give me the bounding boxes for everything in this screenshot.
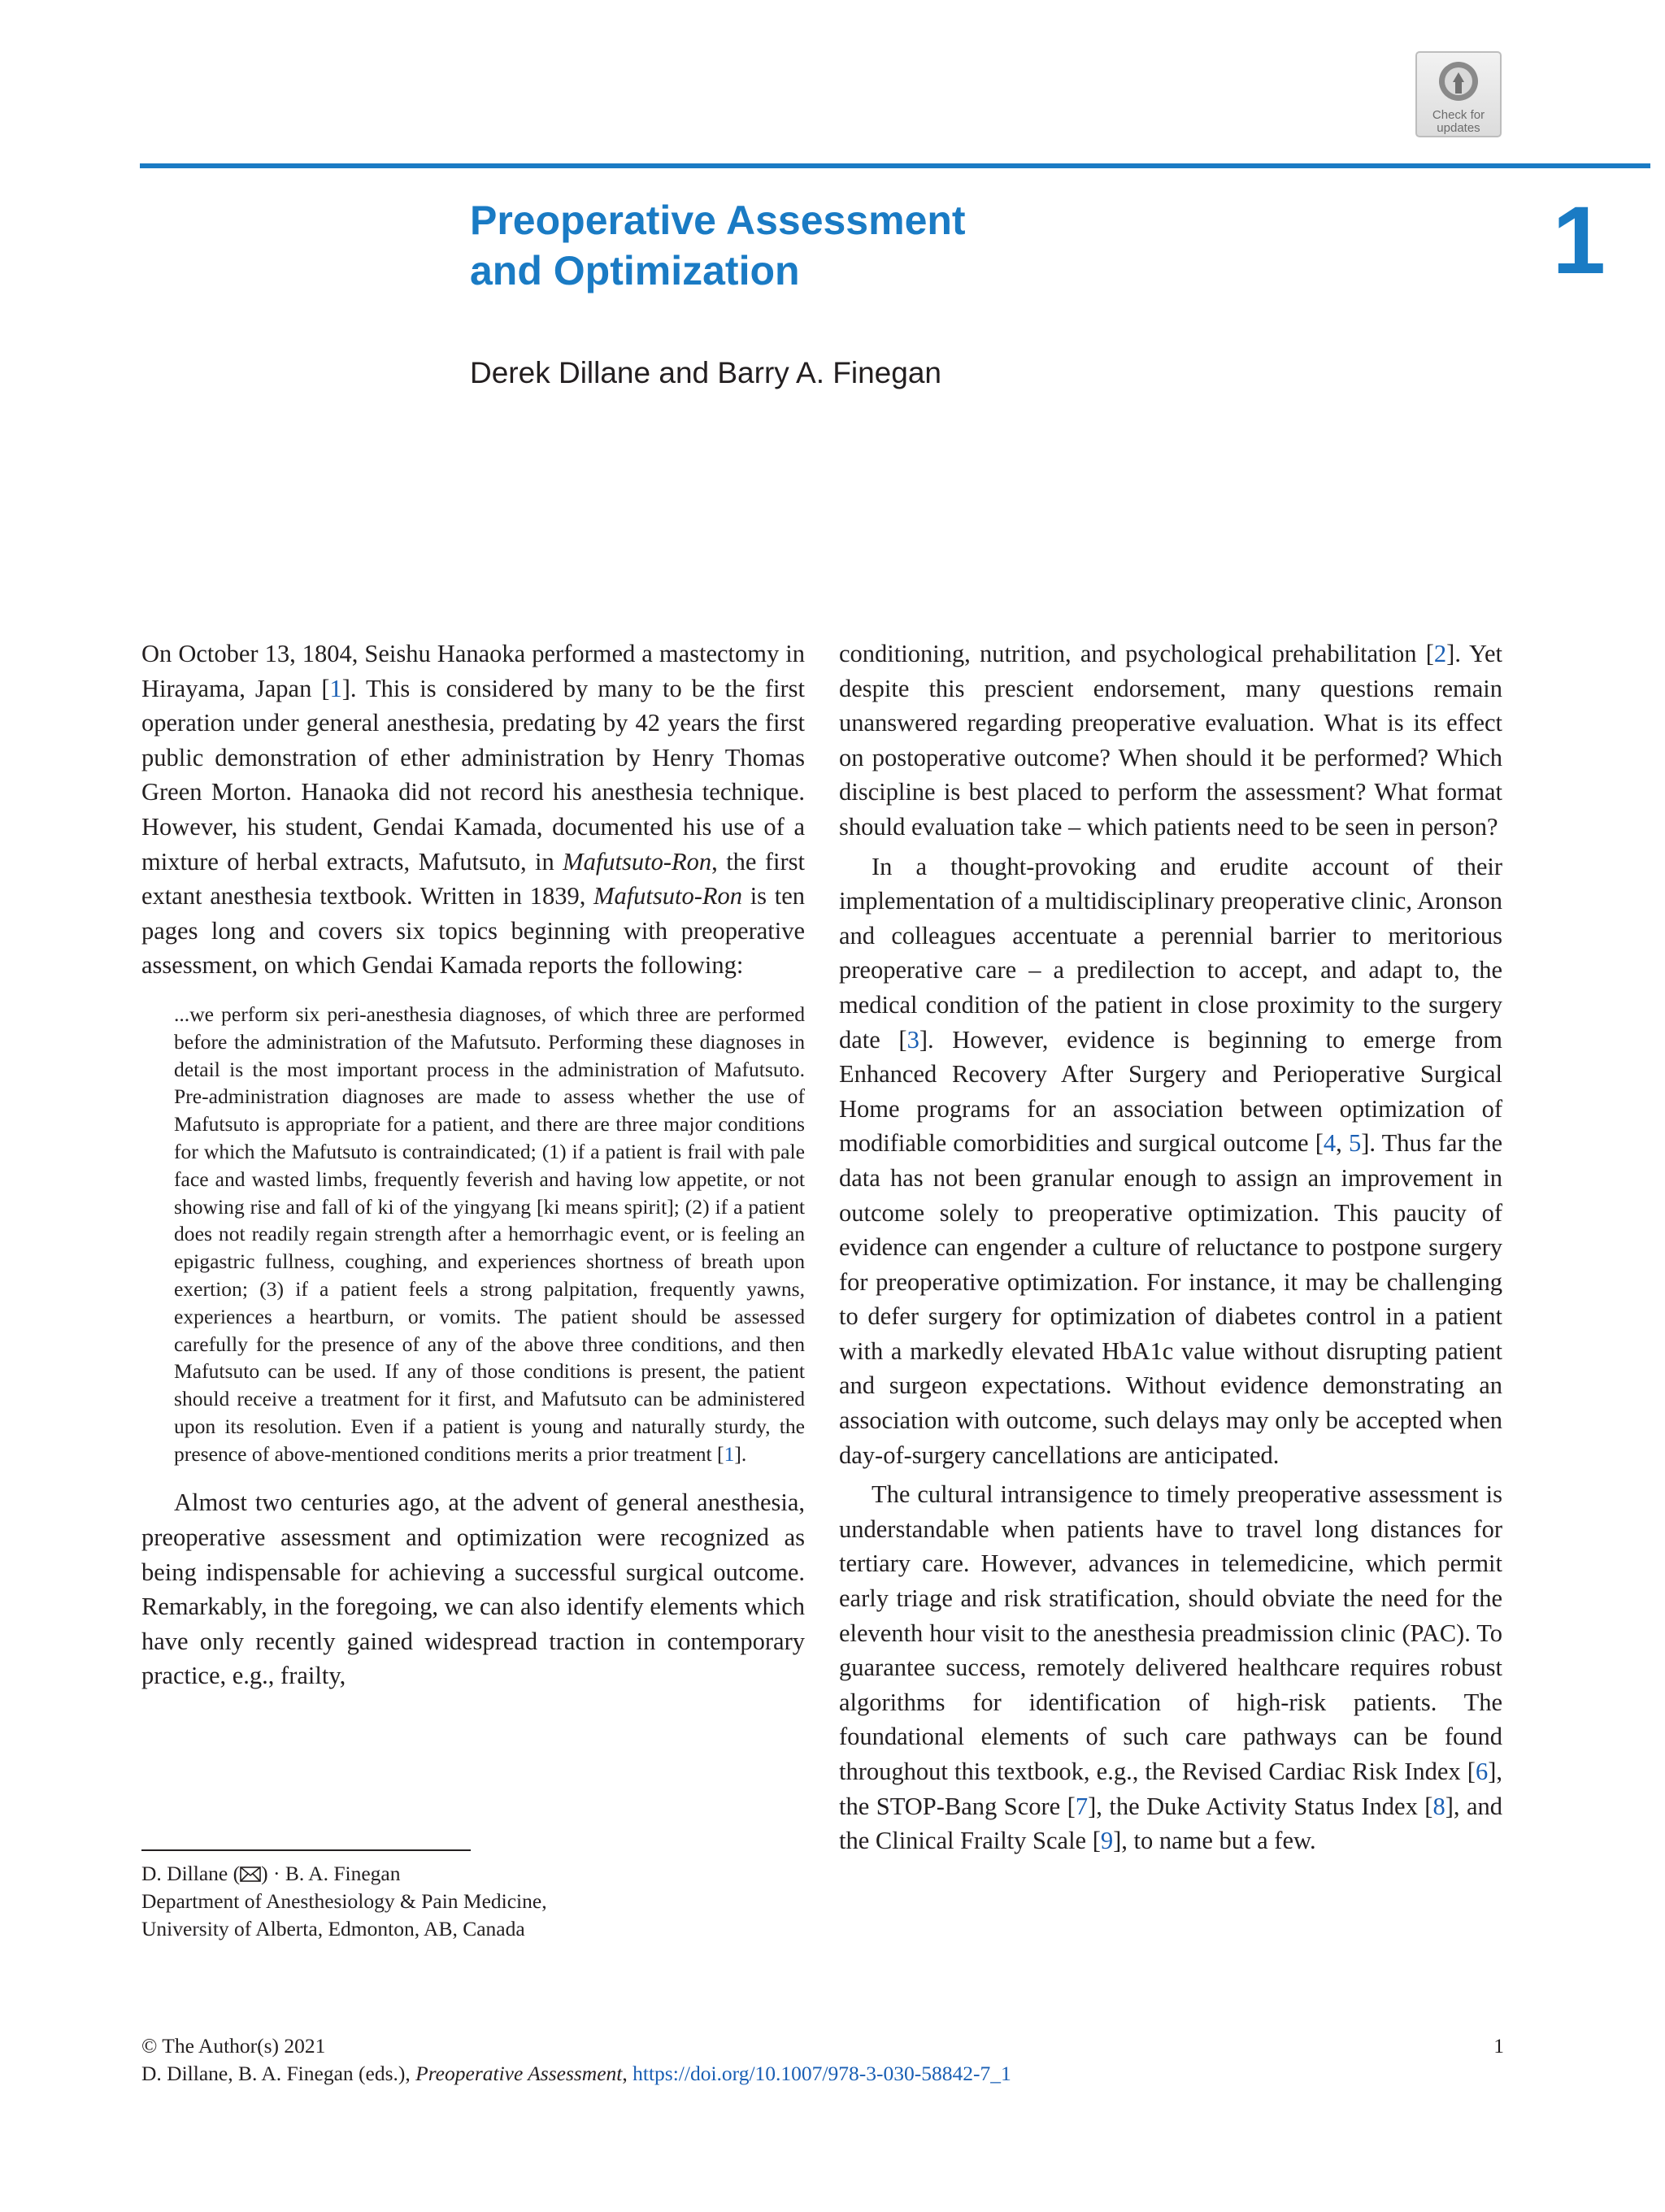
- text-run: On October 13, 1804, Seishu Hanaoka performed a mastectomy in Hirayama, Japan [: [141, 640, 805, 702]
- text-run: D. Dillane (: [141, 1862, 241, 1885]
- badge-label-line2: updates: [1437, 121, 1480, 135]
- left-column: [141, 637, 805, 1693]
- text-run: ,: [622, 2062, 633, 2085]
- author-affiliation-footnote: [141, 1860, 547, 1943]
- chapter-authors: Derek Dillane and Barry A. Finegan: [470, 356, 941, 389]
- text-run: D. Dillane, B. A. Finegan (eds.),: [141, 2062, 416, 2085]
- reference-link-1[interactable]: 1: [724, 1441, 735, 1466]
- body-paragraph: [839, 850, 1502, 1473]
- footnote-university: University of Alberta, Edmonton, AB, Canada: [141, 1917, 525, 1940]
- text-run: ...we perform six peri-anesthesia diagnoses, of which three are performed before the administration of the Mafutsuto. Performing these diagnoses in detail is the most important process in the administration of Mafutsuto. Pre-administration diagnoses are made to assess whether the use of Mafutsuto is appropriate for a patient, and there are three major conditions for which the Mafutsuto is contraindicated; (1) if a patient is frail with pale face and wasted limbs, frequently feverish and having low appetite, or not showing rise and fall of ki of the yingyang [ki means spirit]; (2) if a patient does not readily regain strength after a hemorrhagic event, or is feeling an epigastric fullness, coughing, and experiences shortness of breath upon exertion; (3) if a patient feels a strong palpitation, frequently yawns, experiences a heartburn, or vomits. The patient should be assessed carefully for the presence of any of the above three conditions, and then Mafutsuto can be used. If any of those conditions is present, the patient should receive a treatment for it first, and Mafutsuto can be administered upon its resolution. Even if a patient is young and naturally sturdy, the presence of above-mentioned conditions merits a prior treatment [: [174, 1002, 805, 1466]
- text-run: ) · B. A. Finegan: [261, 1862, 401, 1885]
- badge-label-line1: Check for: [1432, 108, 1485, 122]
- chapter-citation: [141, 2060, 1011, 2088]
- footnote-rule: [141, 1849, 471, 1851]
- body-paragraph: [839, 637, 1502, 845]
- intro-paragraph: [141, 637, 805, 983]
- doi-link[interactable]: https://doi.org/10.1007/978-3-030-58842-7_1: [633, 2062, 1011, 2085]
- book-title-italic: Mafutsuto-Ron: [593, 882, 743, 910]
- reference-link-3[interactable]: 3: [906, 1025, 919, 1054]
- copyright-notice: © The Author(s) 2021: [141, 2034, 326, 2058]
- text-run: conditioning, nutrition, and psychological prehabilitation [: [839, 640, 1434, 667]
- text-run: In a thought-provoking and erudite account of their implementation of a multidisciplinary preoperative clinic, Aronson and colleagues accentuate a perennial barrier to meritorious preoperative care – a predilection to accept, and adapt to, the medical condition of the patient in close proximity to the surgery date [: [839, 852, 1502, 1054]
- chapter-top-rule: [140, 163, 1650, 168]
- text-run: ], the Duke Activity Status Index [: [1088, 1792, 1433, 1820]
- check-for-updates-icon: [1437, 59, 1480, 103]
- reference-link-5[interactable]: 5: [1348, 1129, 1362, 1158]
- chapter-number: 1: [1552, 187, 1606, 294]
- check-for-updates-badge[interactable]: [1415, 51, 1502, 137]
- text-run: ]. Yet despite this prescient endorsement, many questions remain unanswered regarding preoperative evaluation. What is its effect on postoperative outcome? When should it be performed? Which discipline is best placed to perform the assessment? What format should evaluation take – which patients need to be seen in person?: [839, 640, 1502, 841]
- book-title-italic: Mafutsuto-Ron: [563, 847, 712, 876]
- text-run: ]. However, evidence is beginning to emerge from Enhanced Recovery After Surgery and Perioperative Surgical Home programs for an association between optimization of modifiable comorbidities and surgical outcome [: [839, 1025, 1502, 1158]
- text-run: ], to name but a few.: [1113, 1827, 1316, 1855]
- chapter-title: [470, 195, 1283, 296]
- reference-link-2[interactable]: 2: [1433, 640, 1447, 667]
- reference-link-4[interactable]: 4: [1323, 1129, 1337, 1158]
- body-paragraph: Almost two centuries ago, at the advent of general anesthesia, preoperative assessment and optimization were recognized as being indispensable for achieving a successful surgical outcome. Remarkably, in the foregoing, we can also identify elements which have only recently gained widespread traction in contemporary practice, e.g., frailty,: [141, 1488, 805, 1690]
- reference-link-7[interactable]: 7: [1075, 1792, 1089, 1820]
- body-paragraph: [839, 1477, 1502, 1858]
- page-number: 1: [1493, 2034, 1504, 2058]
- chapter-title-line2: and Optimization: [470, 248, 800, 293]
- text-run: The cultural intransigence to timely preoperative assessment is understandable when patients have to travel long distances for tertiary care. However, advances in telemedicine, which permit early triage and risk stratification, should obviate the need for the eleventh hour visit to the anesthesia preadmission clinic (PAC). To guarantee success, remotely delivered healthcare requires robust algorithms for identification of high-risk patients. The foundational elements of such care pathways can be found throughout this textbook, e.g., the Revised Cardiac Risk Index [: [839, 1480, 1502, 1785]
- footnote-authors: [141, 1860, 547, 1888]
- reference-link-6[interactable]: 6: [1475, 1758, 1489, 1785]
- text-run: ], and the Clinical Frailty Scale [: [839, 1792, 1502, 1855]
- block-quote: [174, 1001, 805, 1468]
- footnote-department: Department of Anesthesiology & Pain Medicine,: [141, 1889, 547, 1913]
- right-column: [839, 637, 1502, 1858]
- text-run: ]. This is considered by many to be the first operation under general anesthesia, predating by 42 years the first public demonstration of ether administration by Henry Thomas Green Morton. Hanaoka did not record his anesthesia technique. However, his student, Gendai Kamada, documented his use of a mixture of herbal extracts, Mafutsuto, in: [141, 674, 806, 876]
- text-run: , the first extant anesthesia textbook. Written in 1839,: [141, 847, 805, 910]
- reference-link-8[interactable]: 8: [1432, 1792, 1445, 1820]
- text-run: ].: [734, 1441, 747, 1466]
- text-run: ,: [1336, 1129, 1349, 1158]
- text-run: ], the STOP-Bang Score [: [839, 1758, 1502, 1820]
- badge-label: [1417, 109, 1500, 135]
- chapter-title-line1: Preoperative Assessment: [470, 198, 966, 243]
- text-run: is ten pages long and covers six topics beginning with preoperative assessment, on which Gendai Kamada reports the following:: [141, 882, 805, 980]
- reference-link-9[interactable]: 9: [1100, 1827, 1114, 1855]
- book-title-italic: Preoperative Assessment: [415, 2062, 623, 2085]
- text-run: ]. Thus far the data has not been granular enough to assign an improvement in outcome solely to preoperative optimization. This paucity of evidence can engender a culture of reluctance to postpone surgery for preoperative optimization. For instance, it may be challenging to defer surgery for optimization of diabetes control in a patient with a markedly elevated HbA1c value without disrupting patient and surgeon expectations. Without evidence demonstrating an association with outcome, such delays may only be accepted when day-of-surgery cancellations are anticipated.: [839, 1129, 1503, 1469]
- envelope-icon[interactable]: [240, 1867, 261, 1882]
- reference-link-1[interactable]: 1: [329, 674, 342, 702]
